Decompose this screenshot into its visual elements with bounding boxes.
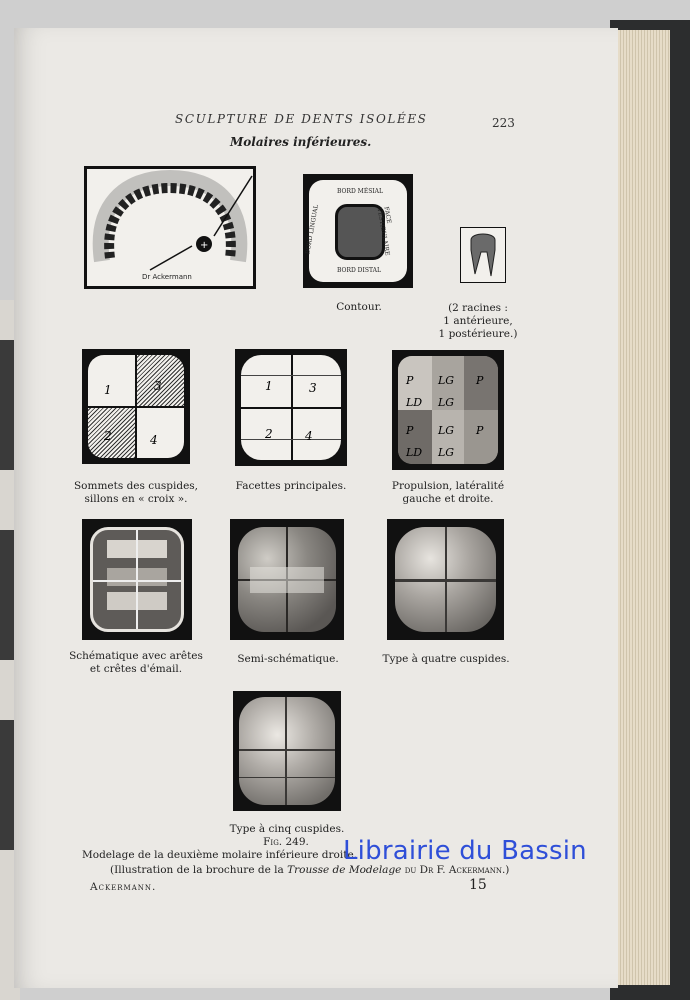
roots-caption-line-3: 1 postérieure.) bbox=[438, 328, 518, 340]
facette-number-3: 3 bbox=[309, 381, 317, 395]
schematic-figure bbox=[82, 519, 192, 640]
signature-number: 15 bbox=[469, 877, 487, 893]
running-head: SCULPTURE DE DENTS ISOLÉES bbox=[175, 112, 428, 126]
four-cusps-figure bbox=[387, 519, 504, 640]
signature-mark: Ackermann. bbox=[90, 881, 157, 893]
facettes-figure bbox=[235, 349, 347, 466]
propulsion-label-8: P bbox=[476, 424, 484, 437]
cusp-number-4: 4 bbox=[150, 433, 158, 447]
propulsion-figure bbox=[392, 350, 504, 470]
figure-description: Modelage de la deuxième molaire inférieure droite. bbox=[82, 849, 357, 861]
cusps-caption bbox=[66, 480, 206, 506]
page-number: 223 bbox=[492, 116, 515, 130]
roots-caption bbox=[428, 302, 528, 341]
propulsion-label-6: P bbox=[406, 424, 414, 437]
cusps-caption-line-1: Sommets des cuspides, bbox=[73, 480, 199, 492]
cusp-number-1: 1 bbox=[104, 383, 112, 397]
semi-schematic-caption: Semi-schématique. bbox=[237, 653, 339, 665]
propulsion-caption-line-1: Propulsion, latéralité bbox=[391, 480, 505, 492]
facette-number-4: 4 bbox=[305, 429, 313, 443]
contour-label-bottom: BORD DISTAL bbox=[337, 267, 381, 274]
roots-figure bbox=[460, 227, 506, 283]
molar-roots-illustration bbox=[461, 228, 505, 282]
propulsion-caption-line-2: gauche et droite. bbox=[402, 493, 494, 505]
five-cusps-caption: Type à cinq cuspides. bbox=[229, 823, 345, 835]
cusp-number-3: 3 bbox=[154, 379, 162, 393]
facette-number-1: 1 bbox=[265, 379, 273, 393]
cusps-figure bbox=[82, 349, 190, 464]
propulsion-label-4: LD bbox=[406, 396, 423, 409]
propulsion-label-1: P bbox=[406, 374, 414, 387]
figure-source-suffix: du Dr F. Ackermann.) bbox=[401, 864, 510, 876]
propulsion-label-10: LG bbox=[438, 446, 455, 459]
contour-figure bbox=[303, 174, 413, 288]
propulsion-label-3: P bbox=[476, 374, 484, 387]
schematic-caption bbox=[66, 650, 206, 676]
svg-text:+: + bbox=[200, 240, 209, 251]
contour-caption: Contour. bbox=[336, 301, 382, 313]
semi-schematic-figure bbox=[230, 519, 344, 640]
contour-label-left: BORD LINGUAL bbox=[304, 204, 320, 255]
figure-number: Fig. 249. bbox=[263, 836, 309, 848]
five-cusps-figure bbox=[233, 691, 341, 811]
facettes-caption: Facettes principales. bbox=[235, 480, 347, 492]
arch-signature: Dr Ackermann bbox=[142, 273, 192, 281]
contour-label-right: FACE VESTIBULAIRE bbox=[375, 206, 393, 257]
figure-source-prefix: (Illustration de la brochure de la bbox=[110, 864, 288, 876]
page-edges bbox=[618, 30, 670, 985]
contour-label-top: BORD MÉSIAL bbox=[337, 188, 383, 195]
cusps-caption-line-2: sillons en « croix ». bbox=[84, 493, 188, 505]
section-title: Molaires inférieures. bbox=[230, 135, 372, 149]
propulsion-label-2: LG bbox=[438, 374, 455, 387]
schematic-caption-line-1: Schématique avec arêtes bbox=[69, 650, 203, 662]
propulsion-label-5: LG bbox=[438, 396, 455, 409]
propulsion-label-9: LD bbox=[406, 446, 423, 459]
roots-caption-line-2: 1 antérieure, bbox=[443, 315, 513, 327]
four-cusps-caption: Type à quatre cuspides. bbox=[382, 653, 510, 665]
figure-source-title: Trousse de Modelage bbox=[287, 864, 402, 876]
propulsion-label-7: LG bbox=[438, 424, 455, 437]
roots-caption-line-1: (2 racines : bbox=[448, 302, 508, 314]
cusp-number-2: 2 bbox=[104, 429, 112, 443]
watermark-text: Librairie du Bassin bbox=[343, 836, 587, 866]
dental-arch-figure bbox=[84, 166, 256, 289]
facette-number-2: 2 bbox=[265, 427, 273, 441]
dental-arch-illustration bbox=[84, 166, 256, 289]
schematic-caption-line-2: et crêtes d'émail. bbox=[89, 663, 183, 675]
propulsion-caption bbox=[378, 480, 518, 506]
